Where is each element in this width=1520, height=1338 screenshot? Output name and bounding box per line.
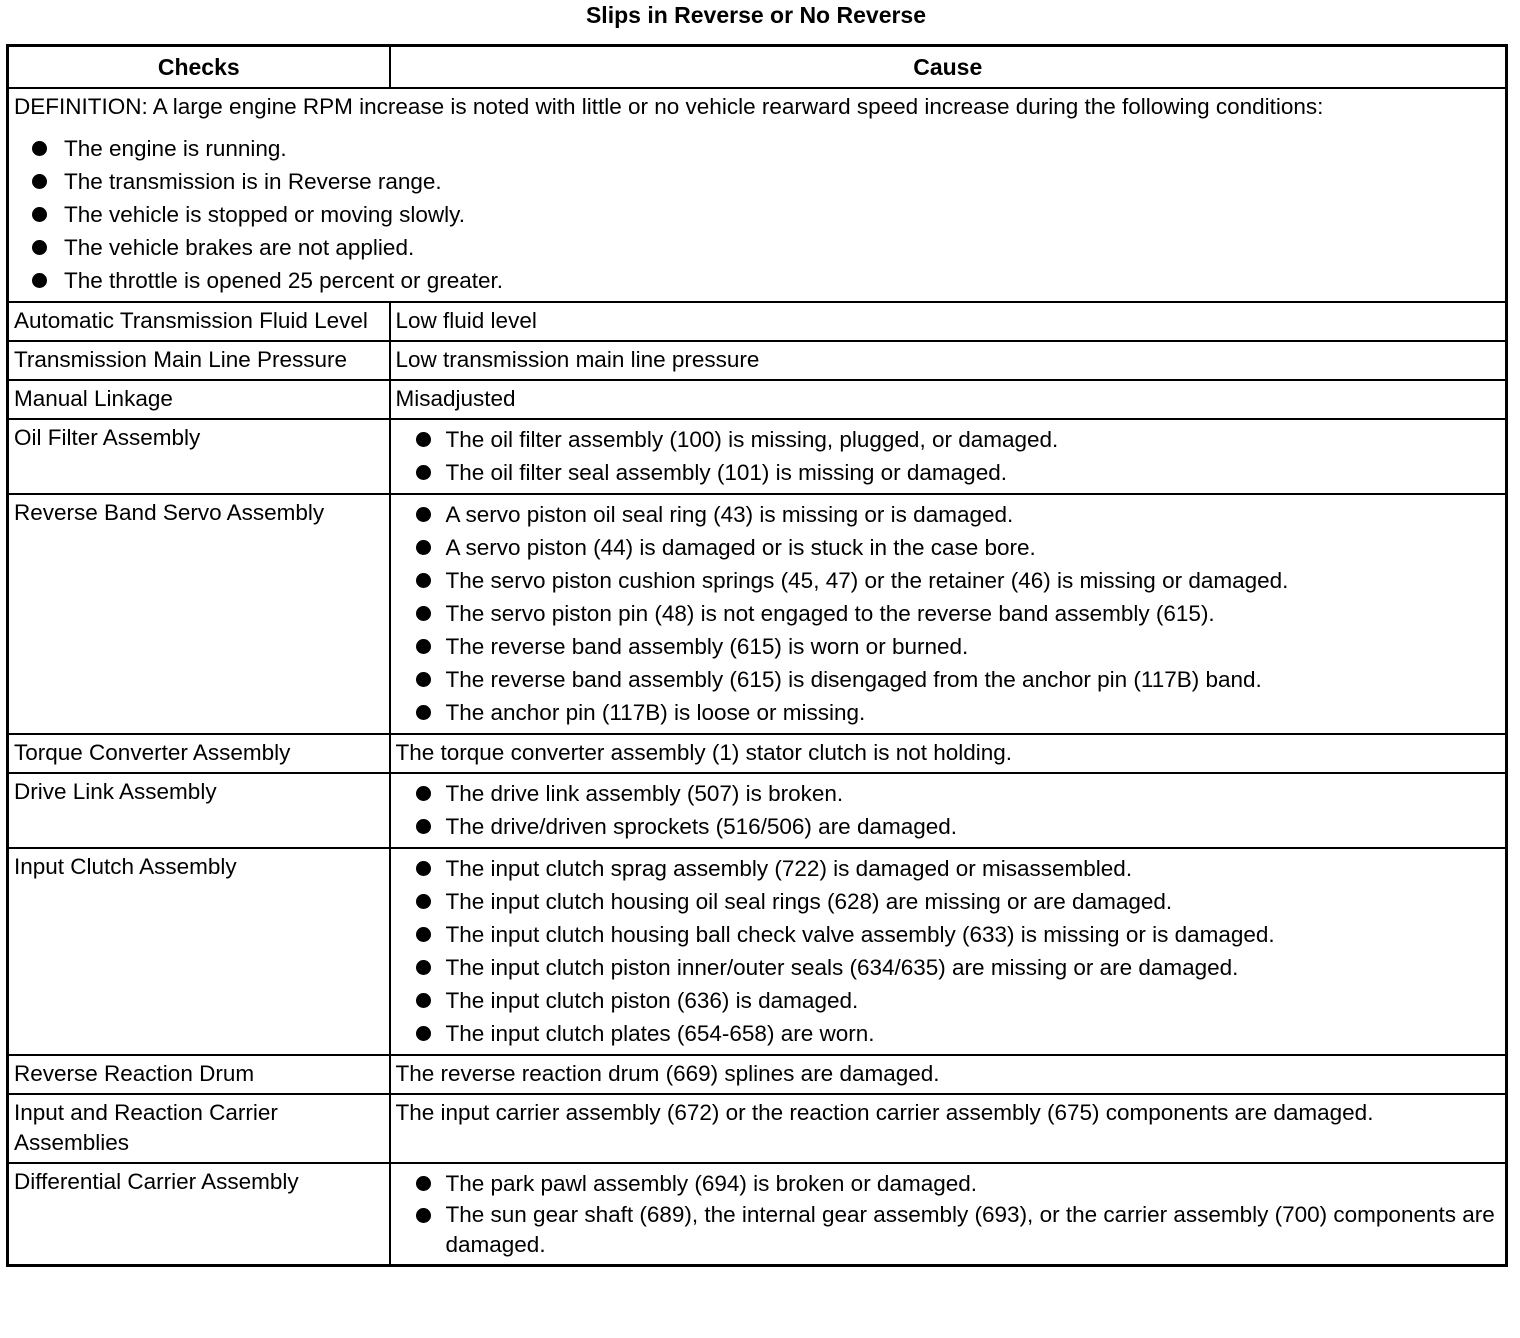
cause-item: The input clutch plates (654-658) are worn. xyxy=(396,1017,1501,1050)
condition-item: The vehicle brakes are not applied. xyxy=(14,231,1500,264)
table-row xyxy=(8,1094,1507,1163)
cause-item: The input clutch piston inner/outer seals (634/635) are missing or are damaged. xyxy=(396,951,1501,984)
cause-item: The drive/driven sprockets (516/506) are damaged. xyxy=(396,810,1501,843)
cause-cell xyxy=(390,773,1507,848)
table-row xyxy=(8,419,1507,494)
cause-item: The reverse band assembly (615) is disengaged from the anchor pin (117B) band. xyxy=(396,663,1501,696)
cause-item: A servo piston (44) is damaged or is stuck in the case bore. xyxy=(396,531,1501,564)
check-cell: Torque Converter Assembly xyxy=(8,734,390,773)
cause-cell xyxy=(390,494,1507,734)
check-cell: Reverse Reaction Drum xyxy=(8,1055,390,1094)
check-cell: Reverse Band Servo Assembly xyxy=(8,494,390,734)
cause-cell: Low transmission main line pressure xyxy=(390,341,1507,380)
table-row xyxy=(8,302,1507,341)
definition-text: DEFINITION: A large engine RPM increase is noted with little or no vehicle rearward speed increase during the following conditions: xyxy=(14,94,1324,119)
cause-cell: The input carrier assembly (672) or the reaction carrier assembly (675) components are damaged. xyxy=(390,1094,1507,1163)
definition-conditions xyxy=(14,132,1500,297)
cause-item: The anchor pin (117B) is loose or missing. xyxy=(396,696,1501,729)
cause-item: The servo piston cushion springs (45, 47) or the retainer (46) is missing or damaged. xyxy=(396,564,1501,597)
cause-header: Cause xyxy=(390,46,1507,89)
cause-list xyxy=(396,498,1501,729)
cause-item: The park pawl assembly (694) is broken or damaged. xyxy=(396,1167,1501,1200)
check-cell: Input Clutch Assembly xyxy=(8,848,390,1055)
cause-cell: The torque converter assembly (1) stator clutch is not holding. xyxy=(390,734,1507,773)
cause-item: The sun gear shaft (689), the internal gear assembly (693), or the carrier assembly (700) components are damaged. xyxy=(396,1200,1501,1260)
definition-row xyxy=(8,88,1507,302)
cause-list xyxy=(396,777,1501,843)
cause-cell: The reverse reaction drum (669) splines are damaged. xyxy=(390,1055,1507,1094)
check-cell: Transmission Main Line Pressure xyxy=(8,341,390,380)
checks-header: Checks xyxy=(8,46,390,89)
diagnostic-table xyxy=(6,44,1508,1267)
cause-list xyxy=(396,423,1501,489)
cause-cell: Misadjusted xyxy=(390,380,1507,419)
table-row xyxy=(8,380,1507,419)
table-row xyxy=(8,734,1507,773)
table-row xyxy=(8,341,1507,380)
cause-item: The servo piston pin (48) is not engaged to the reverse band assembly (615). xyxy=(396,597,1501,630)
table-row xyxy=(8,494,1507,734)
condition-item: The vehicle is stopped or moving slowly. xyxy=(14,198,1500,231)
check-cell: Automatic Transmission Fluid Level xyxy=(8,302,390,341)
table-row xyxy=(8,848,1507,1055)
cause-item: The input clutch housing ball check valve assembly (633) is missing or is damaged. xyxy=(396,918,1501,951)
table-row xyxy=(8,1055,1507,1094)
cause-list xyxy=(396,1167,1501,1260)
check-cell: Differential Carrier Assembly xyxy=(8,1163,390,1266)
cause-cell: Low fluid level xyxy=(390,302,1507,341)
cause-item: The oil filter seal assembly (101) is missing or damaged. xyxy=(396,456,1501,489)
cause-item: The input clutch piston (636) is damaged. xyxy=(396,984,1501,1017)
cause-item: The oil filter assembly (100) is missing, plugged, or damaged. xyxy=(396,423,1501,456)
cause-item: The input clutch sprag assembly (722) is damaged or misassembled. xyxy=(396,852,1501,885)
cause-cell xyxy=(390,848,1507,1055)
check-cell: Manual Linkage xyxy=(8,380,390,419)
cause-list xyxy=(396,852,1501,1050)
check-cell: Input and Reaction Carrier Assemblies xyxy=(8,1094,390,1163)
condition-item: The transmission is in Reverse range. xyxy=(14,165,1500,198)
cause-item: The input clutch housing oil seal rings (628) are missing or are damaged. xyxy=(396,885,1501,918)
check-cell: Drive Link Assembly xyxy=(8,773,390,848)
condition-item: The engine is running. xyxy=(14,132,1500,165)
table-row xyxy=(8,773,1507,848)
page-title: Slips in Reverse or No Reverse xyxy=(585,2,927,28)
table-row xyxy=(8,1163,1507,1266)
definition-cell xyxy=(8,88,1507,302)
header-row xyxy=(8,46,1507,89)
condition-item: The throttle is opened 25 percent or greater. xyxy=(14,264,1500,297)
cause-cell xyxy=(390,419,1507,494)
cause-item: The drive link assembly (507) is broken. xyxy=(396,777,1501,810)
cause-cell xyxy=(390,1163,1507,1266)
cause-item: A servo piston oil seal ring (43) is missing or is damaged. xyxy=(396,498,1501,531)
cause-item: The reverse band assembly (615) is worn or burned. xyxy=(396,630,1501,663)
check-cell: Oil Filter Assembly xyxy=(8,419,390,494)
